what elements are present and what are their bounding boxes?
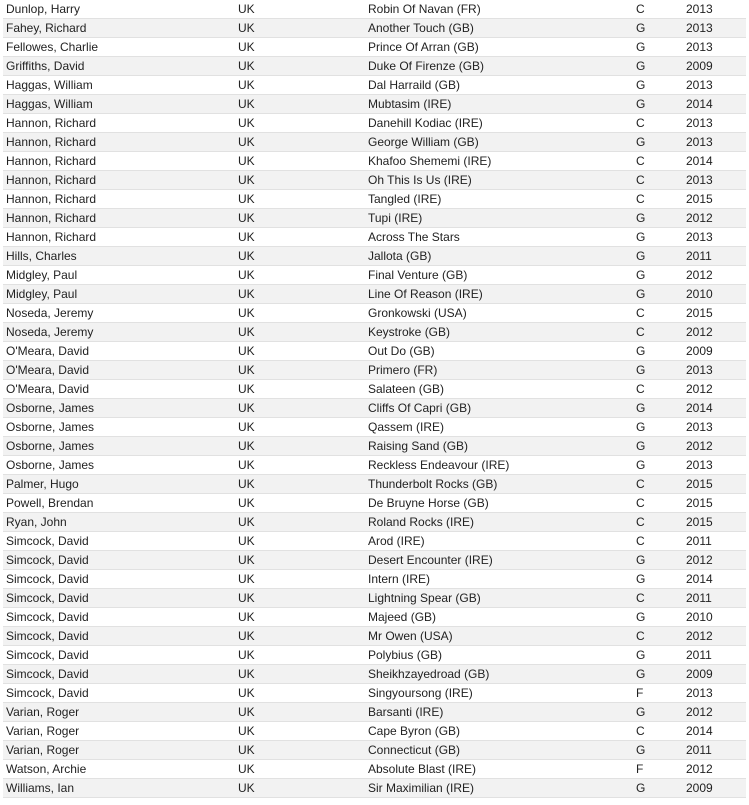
country-cell: UK <box>238 266 368 285</box>
horse-cell: Arod (IRE) <box>368 532 636 551</box>
trainer-cell: Powell, Brendan <box>3 494 238 513</box>
sex-cell: G <box>636 247 686 266</box>
country-cell: UK <box>238 380 368 399</box>
sex-cell: C <box>636 0 686 19</box>
trainer-cell: Varian, Roger <box>3 741 238 760</box>
table-row <box>3 551 746 570</box>
year-cell: 2013 <box>686 114 746 133</box>
country-cell: UK <box>238 152 368 171</box>
table-row <box>3 209 746 228</box>
table-row <box>3 608 746 627</box>
trainer-cell: Midgley, Paul <box>3 266 238 285</box>
year-cell: 2015 <box>686 513 746 532</box>
trainer-cell: Varian, Roger <box>3 703 238 722</box>
horse-table <box>3 0 746 798</box>
country-cell: UK <box>238 114 368 133</box>
year-cell: 2011 <box>686 589 746 608</box>
country-cell: UK <box>238 209 368 228</box>
table-row <box>3 190 746 209</box>
horse-cell: Thunderbolt Rocks (GB) <box>368 475 636 494</box>
country-cell: UK <box>238 304 368 323</box>
trainer-cell: Palmer, Hugo <box>3 475 238 494</box>
country-cell: UK <box>238 627 368 646</box>
country-cell: UK <box>238 703 368 722</box>
year-cell: 2009 <box>686 665 746 684</box>
table-row <box>3 152 746 171</box>
country-cell: UK <box>238 228 368 247</box>
horse-cell: Lightning Spear (GB) <box>368 589 636 608</box>
country-cell: UK <box>238 323 368 342</box>
trainer-cell: Noseda, Jeremy <box>3 323 238 342</box>
trainer-cell: O'Meara, David <box>3 361 238 380</box>
horse-cell: Tangled (IRE) <box>368 190 636 209</box>
year-cell: 2011 <box>686 532 746 551</box>
sex-cell: C <box>636 513 686 532</box>
sex-cell: G <box>636 266 686 285</box>
year-cell: 2013 <box>686 228 746 247</box>
horse-cell: Duke Of Firenze (GB) <box>368 57 636 76</box>
country-cell: UK <box>238 399 368 418</box>
sex-cell: C <box>636 190 686 209</box>
year-cell: 2012 <box>686 266 746 285</box>
year-cell: 2014 <box>686 570 746 589</box>
country-cell: UK <box>238 57 368 76</box>
sex-cell: G <box>636 437 686 456</box>
table-row <box>3 133 746 152</box>
trainer-cell: Haggas, William <box>3 95 238 114</box>
trainer-cell: Dunlop, Harry <box>3 0 238 19</box>
year-cell: 2013 <box>686 76 746 95</box>
table-row <box>3 247 746 266</box>
trainer-cell: Simcock, David <box>3 551 238 570</box>
sex-cell: G <box>636 38 686 57</box>
table-row <box>3 741 746 760</box>
trainer-cell: Fellowes, Charlie <box>3 38 238 57</box>
horse-cell: Mubtasim (IRE) <box>368 95 636 114</box>
sex-cell: G <box>636 209 686 228</box>
trainer-cell: Griffiths, David <box>3 57 238 76</box>
trainer-cell: Haggas, William <box>3 76 238 95</box>
year-cell: 2012 <box>686 380 746 399</box>
horse-cell: Danehill Kodiac (IRE) <box>368 114 636 133</box>
horse-cell: Majeed (GB) <box>368 608 636 627</box>
year-cell: 2009 <box>686 779 746 798</box>
sex-cell: G <box>636 361 686 380</box>
year-cell: 2014 <box>686 722 746 741</box>
horse-cell: Across The Stars <box>368 228 636 247</box>
country-cell: UK <box>238 760 368 779</box>
table-row <box>3 532 746 551</box>
trainer-cell: Simcock, David <box>3 646 238 665</box>
trainer-cell: Simcock, David <box>3 589 238 608</box>
horse-cell: Primero (FR) <box>368 361 636 380</box>
year-cell: 2013 <box>686 456 746 475</box>
country-cell: UK <box>238 361 368 380</box>
trainer-cell: Midgley, Paul <box>3 285 238 304</box>
table-row <box>3 380 746 399</box>
table-row <box>3 285 746 304</box>
year-cell: 2011 <box>686 741 746 760</box>
horse-cell: Sir Maximilian (IRE) <box>368 779 636 798</box>
year-cell: 2009 <box>686 57 746 76</box>
sex-cell: G <box>636 665 686 684</box>
table-row <box>3 342 746 361</box>
horse-cell: Dal Harraild (GB) <box>368 76 636 95</box>
country-cell: UK <box>238 589 368 608</box>
trainer-cell: Hannon, Richard <box>3 114 238 133</box>
horse-cell: Keystroke (GB) <box>368 323 636 342</box>
sex-cell: C <box>636 380 686 399</box>
country-cell: UK <box>238 665 368 684</box>
horse-cell: Another Touch (GB) <box>368 19 636 38</box>
horse-cell: Singyoursong (IRE) <box>368 684 636 703</box>
country-cell: UK <box>238 456 368 475</box>
year-cell: 2015 <box>686 190 746 209</box>
sex-cell: G <box>636 76 686 95</box>
country-cell: UK <box>238 741 368 760</box>
trainer-cell: Fahey, Richard <box>3 19 238 38</box>
table-row <box>3 19 746 38</box>
table-row <box>3 760 746 779</box>
horse-cell: Absolute Blast (IRE) <box>368 760 636 779</box>
sex-cell: C <box>636 494 686 513</box>
year-cell: 2012 <box>686 703 746 722</box>
trainer-cell: Simcock, David <box>3 570 238 589</box>
year-cell: 2013 <box>686 38 746 57</box>
year-cell: 2010 <box>686 608 746 627</box>
table-row <box>3 266 746 285</box>
sex-cell: C <box>636 589 686 608</box>
trainer-cell: Osborne, James <box>3 418 238 437</box>
year-cell: 2013 <box>686 19 746 38</box>
horse-cell: George William (GB) <box>368 133 636 152</box>
sex-cell: G <box>636 95 686 114</box>
country-cell: UK <box>238 437 368 456</box>
trainer-cell: Simcock, David <box>3 665 238 684</box>
country-cell: UK <box>238 779 368 798</box>
horse-cell: Sheikhzayedroad (GB) <box>368 665 636 684</box>
table-row <box>3 589 746 608</box>
trainer-cell: Hannon, Richard <box>3 152 238 171</box>
sex-cell: G <box>636 418 686 437</box>
horse-cell: Line Of Reason (IRE) <box>368 285 636 304</box>
horse-cell: Qassem (IRE) <box>368 418 636 437</box>
country-cell: UK <box>238 342 368 361</box>
country-cell: UK <box>238 0 368 19</box>
sex-cell: C <box>636 171 686 190</box>
year-cell: 2013 <box>686 361 746 380</box>
table-row <box>3 57 746 76</box>
country-cell: UK <box>238 570 368 589</box>
horse-cell: Jallota (GB) <box>368 247 636 266</box>
year-cell: 2011 <box>686 247 746 266</box>
table-row <box>3 399 746 418</box>
year-cell: 2012 <box>686 760 746 779</box>
year-cell: 2015 <box>686 304 746 323</box>
trainer-cell: Hannon, Richard <box>3 209 238 228</box>
country-cell: UK <box>238 646 368 665</box>
sex-cell: G <box>636 551 686 570</box>
table-row <box>3 418 746 437</box>
sex-cell: G <box>636 456 686 475</box>
country-cell: UK <box>238 76 368 95</box>
table-row <box>3 38 746 57</box>
table-row <box>3 76 746 95</box>
sex-cell: G <box>636 646 686 665</box>
country-cell: UK <box>238 38 368 57</box>
trainer-cell: Williams, Ian <box>3 779 238 798</box>
table-body <box>3 0 746 798</box>
sex-cell: G <box>636 342 686 361</box>
country-cell: UK <box>238 95 368 114</box>
sex-cell: G <box>636 133 686 152</box>
country-cell: UK <box>238 133 368 152</box>
sex-cell: G <box>636 741 686 760</box>
horse-cell: Gronkowski (USA) <box>368 304 636 323</box>
sex-cell: C <box>636 627 686 646</box>
table-row <box>3 703 746 722</box>
sex-cell: G <box>636 19 686 38</box>
trainer-cell: Hills, Charles <box>3 247 238 266</box>
trainer-cell: Noseda, Jeremy <box>3 304 238 323</box>
horse-cell: Robin Of Navan (FR) <box>368 0 636 19</box>
sex-cell: C <box>636 114 686 133</box>
horse-cell: Cape Byron (GB) <box>368 722 636 741</box>
trainer-cell: Hannon, Richard <box>3 133 238 152</box>
horse-cell: Polybius (GB) <box>368 646 636 665</box>
trainer-cell: Simcock, David <box>3 532 238 551</box>
year-cell: 2012 <box>686 323 746 342</box>
trainer-cell: Hannon, Richard <box>3 171 238 190</box>
trainer-cell: Ryan, John <box>3 513 238 532</box>
year-cell: 2012 <box>686 551 746 570</box>
sex-cell: C <box>636 323 686 342</box>
trainer-cell: Simcock, David <box>3 684 238 703</box>
table-row <box>3 95 746 114</box>
sex-cell: G <box>636 57 686 76</box>
table-row <box>3 323 746 342</box>
table-row <box>3 304 746 323</box>
horse-cell: De Bruyne Horse (GB) <box>368 494 636 513</box>
sex-cell: G <box>636 608 686 627</box>
year-cell: 2013 <box>686 0 746 19</box>
year-cell: 2009 <box>686 342 746 361</box>
year-cell: 2013 <box>686 171 746 190</box>
year-cell: 2013 <box>686 418 746 437</box>
table-row <box>3 494 746 513</box>
horse-cell: Reckless Endeavour (IRE) <box>368 456 636 475</box>
year-cell: 2014 <box>686 399 746 418</box>
horse-cell: Oh This Is Us (IRE) <box>368 171 636 190</box>
table-row <box>3 570 746 589</box>
sex-cell: G <box>636 779 686 798</box>
sex-cell: C <box>636 304 686 323</box>
sex-cell: C <box>636 152 686 171</box>
trainer-cell: Hannon, Richard <box>3 190 238 209</box>
country-cell: UK <box>238 532 368 551</box>
trainer-cell: O'Meara, David <box>3 342 238 361</box>
horse-cell: Raising Sand (GB) <box>368 437 636 456</box>
year-cell: 2013 <box>686 684 746 703</box>
country-cell: UK <box>238 608 368 627</box>
table-row <box>3 646 746 665</box>
country-cell: UK <box>238 494 368 513</box>
trainer-cell: Varian, Roger <box>3 722 238 741</box>
table-row <box>3 0 746 19</box>
sex-cell: F <box>636 760 686 779</box>
year-cell: 2015 <box>686 494 746 513</box>
trainer-cell: Osborne, James <box>3 399 238 418</box>
horse-cell: Desert Encounter (IRE) <box>368 551 636 570</box>
horse-cell: Tupi (IRE) <box>368 209 636 228</box>
trainer-cell: Osborne, James <box>3 437 238 456</box>
horse-cell: Cliffs Of Capri (GB) <box>368 399 636 418</box>
year-cell: 2013 <box>686 133 746 152</box>
trainer-cell: O'Meara, David <box>3 380 238 399</box>
horse-cell: Barsanti (IRE) <box>368 703 636 722</box>
year-cell: 2011 <box>686 646 746 665</box>
country-cell: UK <box>238 684 368 703</box>
country-cell: UK <box>238 722 368 741</box>
horse-cell: Khafoo Shememi (IRE) <box>368 152 636 171</box>
horse-cell: Final Venture (GB) <box>368 266 636 285</box>
sex-cell: C <box>636 532 686 551</box>
country-cell: UK <box>238 19 368 38</box>
horse-cell: Roland Rocks (IRE) <box>368 513 636 532</box>
country-cell: UK <box>238 171 368 190</box>
horse-cell: Connecticut (GB) <box>368 741 636 760</box>
year-cell: 2012 <box>686 437 746 456</box>
sex-cell: C <box>636 722 686 741</box>
table-row <box>3 627 746 646</box>
trainer-cell: Watson, Archie <box>3 760 238 779</box>
trainer-cell: Hannon, Richard <box>3 228 238 247</box>
table-row <box>3 684 746 703</box>
sex-cell: G <box>636 570 686 589</box>
sex-cell: G <box>636 228 686 247</box>
table-row <box>3 475 746 494</box>
sex-cell: G <box>636 703 686 722</box>
sex-cell: G <box>636 285 686 304</box>
country-cell: UK <box>238 418 368 437</box>
table-row <box>3 171 746 190</box>
country-cell: UK <box>238 513 368 532</box>
sex-cell: C <box>636 475 686 494</box>
country-cell: UK <box>238 190 368 209</box>
country-cell: UK <box>238 285 368 304</box>
year-cell: 2014 <box>686 152 746 171</box>
table-row <box>3 779 746 798</box>
table-row <box>3 513 746 532</box>
trainer-cell: Osborne, James <box>3 456 238 475</box>
trainer-cell: Simcock, David <box>3 627 238 646</box>
year-cell: 2012 <box>686 627 746 646</box>
horse-cell: Salateen (GB) <box>368 380 636 399</box>
year-cell: 2010 <box>686 285 746 304</box>
trainer-cell: Simcock, David <box>3 608 238 627</box>
sex-cell: F <box>636 684 686 703</box>
horse-cell: Intern (IRE) <box>368 570 636 589</box>
sex-cell: G <box>636 399 686 418</box>
country-cell: UK <box>238 551 368 570</box>
table-row <box>3 228 746 247</box>
country-cell: UK <box>238 247 368 266</box>
table-row <box>3 437 746 456</box>
table-row <box>3 456 746 475</box>
table-row <box>3 361 746 380</box>
horse-cell: Mr Owen (USA) <box>368 627 636 646</box>
table-row <box>3 114 746 133</box>
table-row <box>3 665 746 684</box>
table-row <box>3 722 746 741</box>
horse-cell: Prince Of Arran (GB) <box>368 38 636 57</box>
country-cell: UK <box>238 475 368 494</box>
horse-cell: Out Do (GB) <box>368 342 636 361</box>
year-cell: 2012 <box>686 209 746 228</box>
year-cell: 2014 <box>686 95 746 114</box>
year-cell: 2015 <box>686 475 746 494</box>
